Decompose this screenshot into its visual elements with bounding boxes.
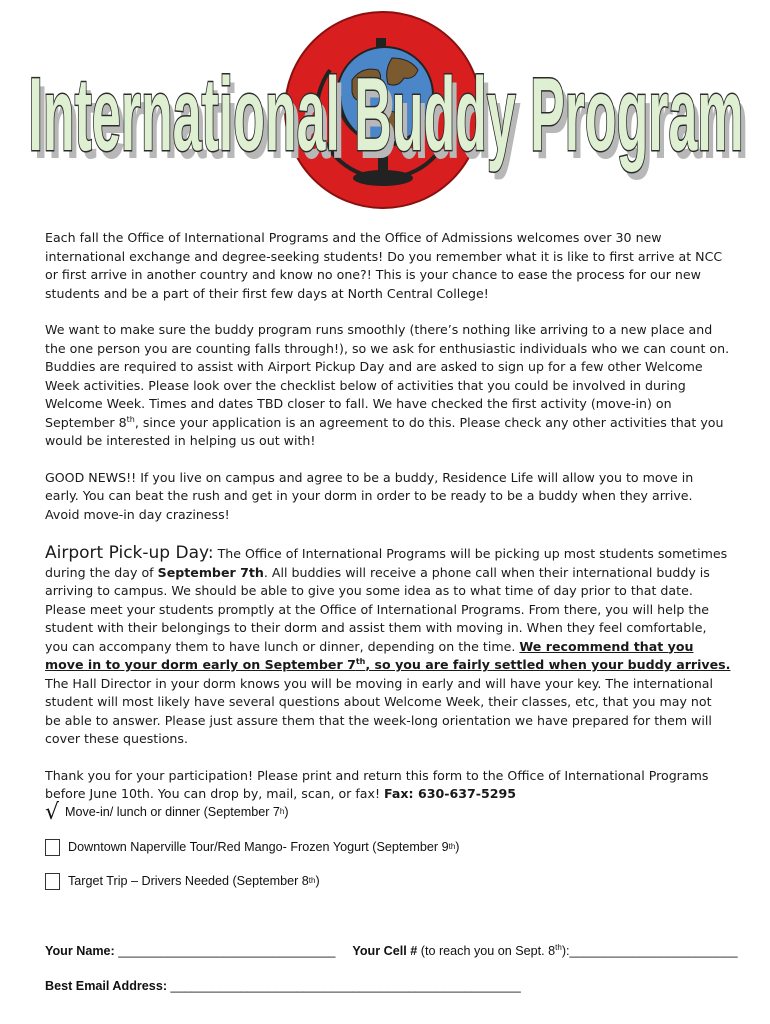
checkbox[interactable]: [45, 839, 60, 856]
cell-field[interactable]: ________________________: [569, 944, 738, 958]
checklist-item-naperville-tour[interactable]: Downtown Naperville Tour/Red Mango- Frozen Yogurt (September 9 th ): [45, 835, 459, 859]
good-news-lead: GOOD NEWS!!: [45, 469, 137, 485]
name-field[interactable]: _______________________________: [118, 944, 336, 958]
recommendation-text-end: , so you are fairly settled when your buddy arrives.: [365, 657, 731, 672]
checklist-label: Downtown Naperville Tour/Red Mango- Frozen Yogurt (September 9: [68, 840, 449, 854]
airport-text-2: . All buddies will receive a phone call when their international buddy is arriving to campus. We should be able to give you some idea as to what time of day prior to that date. Please meet your students promptly at the Office of International Programs. From there, you will help the student with their belongings to their dorm and assist them with moving in. When they feel comfortable, you can accompany them to have lunch or dinner, depending on the time.: [45, 564, 710, 654]
cell-tail: ):: [561, 944, 570, 958]
checklist-item-move-in[interactable]: √ Move-in/ lunch or dinner (September 7 h ): [45, 799, 289, 825]
contact-form-row: [45, 944, 745, 958]
body-text: [45, 229, 731, 825]
cell-note: (to reach you on Sept. 8: [417, 944, 556, 958]
page-title-shadow: International Buddy Program: [33, 65, 749, 181]
recommendation-text: We recommend that you move in to your dorm early on September 7: [45, 638, 694, 672]
intro-paragraph: [45, 229, 731, 303]
intro-text: Each fall the Office of International Programs and the Office of Admissions welcomes over 30 new international exchange and degree-seeking students! Do you remember what it is like to first arrive at NCC or first arrive in another country and know no one?! This is your chance to ease the process for our new students and be a part of their first few days at North Central College!: [45, 230, 723, 301]
buddy-text-end: , since your application is an agreement to do this. Please check any other activities that you would be interested in helping us out with!: [45, 414, 724, 448]
checklist-label: Target Trip – Drivers Needed (September 8: [68, 874, 309, 888]
page-title: International Buddy Program: [28, 57, 744, 173]
fax-number: Fax: 630-637-5295: [384, 786, 517, 801]
good-news-text: If you live on campus and agree to be a buddy, Residence Life will allow you to move in early. You can beat the rush and get in your dorm in order to be ready to be a buddy when they arrive. Avoid move-in day craziness!: [45, 469, 694, 522]
good-news-paragraph: [45, 469, 731, 525]
checklist-tail: ): [455, 840, 460, 854]
checkbox[interactable]: [45, 873, 60, 890]
airport-text-1: The Office of International Programs will be picking up most students sometimes during the day of: [45, 546, 728, 580]
checklist-tail: ): [284, 805, 289, 819]
checklist-tail: ): [315, 874, 320, 888]
airport-date: September 7th: [157, 564, 264, 580]
email-form-row: [45, 979, 745, 993]
header-banner: [0, 0, 770, 220]
checklist-item-target-trip[interactable]: Target Trip – Drivers Needed (September 8 th ): [45, 869, 320, 893]
airport-paragraph: [45, 544, 731, 749]
checkmark-icon: √: [45, 799, 60, 825]
checklist-label: Move-in/ lunch or dinner (September 7: [65, 805, 280, 819]
buddy-paragraph: [45, 321, 731, 451]
buddy-text: We want to make sure the buddy program runs smoothly (there’s nothing like arriving to a new place and the one person you are counting falls through!), so we ask for enthusiastic individuals who we can count on. Buddies are required to assist with Airport Pickup Day and are asked to sign up for a few other Welcome Week activities. Please look over the checklist below of activities that you could be involved in during Welcome Week. Times and dates TBD closer to fall. We have checked the first activity (move-in) on September 8: [45, 322, 730, 430]
thanks-text: Thank you for your participation! Please print and return this form to the Office of International Programs before June 10th. You can drop by, mail, scan, or fax!: [45, 767, 709, 801]
airport-heading: Airport Pick-up Day:: [45, 543, 214, 563]
cell-sup: th: [555, 942, 562, 952]
airport-text-3: The Hall Director in your dorm knows you will be moving in early and will have your key. The international student will most likely have several questions about Welcome Week, their classes, etc, that you may not be able to answer. Please just assure them that the week-long orientation we have prepared for them will cover these questions.: [45, 675, 714, 746]
thanks-paragraph: [45, 767, 731, 804]
email-field[interactable]: __________________________________________________: [170, 979, 521, 993]
buddy-sup: th: [126, 414, 135, 424]
email-label: Best Email Address:: [45, 979, 168, 993]
name-label: Your Name:: [45, 944, 115, 958]
title-wordart: [0, 0, 770, 220]
cell-label: Your Cell #: [352, 944, 418, 958]
recommendation-sup: th: [355, 656, 366, 666]
